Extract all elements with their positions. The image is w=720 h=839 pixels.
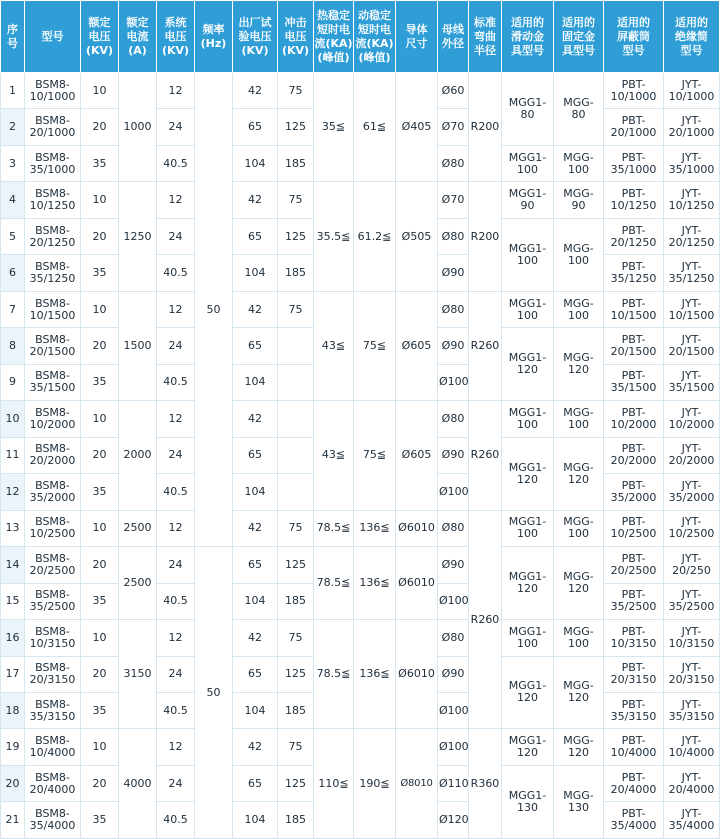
test-voltage-cell: 104: [233, 802, 278, 839]
rated-voltage-cell: 10: [81, 291, 119, 327]
table-row: [1, 291, 720, 327]
system-voltage-cell: 12: [157, 620, 195, 656]
model-cell: BSM8- 10/2500: [25, 510, 81, 546]
test-voltage-cell: 65: [233, 437, 278, 473]
rated-voltage-cell: 10: [81, 510, 119, 546]
insulation-tube-cell: JYT- 20/4000: [664, 765, 720, 801]
test-voltage-cell: 104: [233, 145, 278, 181]
busbar-od-cell: Ø90: [438, 328, 469, 364]
insulation-tube-cell: JYT- 10/2500: [664, 510, 720, 546]
insulation-tube-cell: JYT- 20/250: [664, 547, 720, 583]
thermal-current-cell: 43≦: [314, 291, 354, 400]
busbar-od-cell: Ø90: [438, 437, 469, 473]
seq-cell: 12: [1, 474, 25, 510]
impulse-voltage-cell: 75: [278, 291, 314, 327]
impulse-voltage-cell: [278, 437, 314, 473]
model-cell: BSM8- 10/1000: [25, 73, 81, 109]
test-voltage-cell: 104: [233, 474, 278, 510]
header-frequency: 频率 (Hz): [195, 1, 233, 73]
fixed-fitting-cell: MGG- 100: [554, 620, 604, 656]
model-cell: BSM8- 20/1250: [25, 218, 81, 254]
insulation-tube-cell: JYT- 10/3150: [664, 620, 720, 656]
rated-voltage-cell: 20: [81, 328, 119, 364]
model-cell: BSM8- 20/1000: [25, 109, 81, 145]
header-impulse-voltage: 冲击 电压 (KV): [278, 1, 314, 73]
test-voltage-cell: 65: [233, 656, 278, 692]
model-cell: BSM8- 35/4000: [25, 802, 81, 839]
impulse-voltage-cell: 75: [278, 182, 314, 218]
impulse-voltage-cell: 125: [278, 547, 314, 583]
fixed-fitting-cell: MGG- 100: [554, 145, 604, 181]
rated-voltage-cell: 20: [81, 765, 119, 801]
test-voltage-cell: 65: [233, 547, 278, 583]
seq-cell: 19: [1, 729, 25, 765]
header-model: 型号: [25, 1, 81, 73]
shield-tube-cell: PBT- 20/2500: [604, 547, 664, 583]
conductor-size-cell: Ø605: [396, 401, 438, 510]
rated-voltage-cell: 20: [81, 218, 119, 254]
bend-radius-cell: R260: [469, 291, 502, 400]
rated-voltage-cell: 10: [81, 620, 119, 656]
seq-cell: 13: [1, 510, 25, 546]
test-voltage-cell: 104: [233, 692, 278, 728]
test-voltage-cell: 104: [233, 364, 278, 400]
rated-current-cell: 1250: [119, 182, 157, 291]
insulation-tube-cell: JYT- 20/2000: [664, 437, 720, 473]
seq-cell: 5: [1, 218, 25, 254]
shield-tube-cell: PBT- 20/2000: [604, 437, 664, 473]
conductor-size-cell: Ø405: [396, 73, 438, 182]
rated-current-cell: 2500: [119, 510, 157, 546]
shield-tube-cell: PBT- 20/1250: [604, 218, 664, 254]
impulse-voltage-cell: 125: [278, 656, 314, 692]
shield-tube-cell: PBT- 10/1250: [604, 182, 664, 218]
dynamic-current-cell: 61≦: [354, 73, 396, 182]
fixed-fitting-cell: MGG- 130: [554, 765, 604, 838]
rated-current-cell: 2500: [119, 547, 157, 620]
header-thermal-current: 热稳定 短时电 流(KA) (峰值): [314, 1, 354, 73]
busbar-od-cell: Ø100: [438, 729, 469, 765]
header-shield-tube: 适用的 屏蔽筒 型号: [604, 1, 664, 73]
test-voltage-cell: 42: [233, 73, 278, 109]
busbar-od-cell: Ø70: [438, 109, 469, 145]
system-voltage-cell: 40.5: [157, 583, 195, 619]
busbar-od-cell: Ø80: [438, 510, 469, 546]
insulation-tube-cell: JYT- 20/1500: [664, 328, 720, 364]
table-row: [1, 401, 720, 437]
test-voltage-cell: 104: [233, 583, 278, 619]
insulation-tube-cell: JYT- 20/1250: [664, 218, 720, 254]
rated-current-cell: 1500: [119, 291, 157, 400]
system-voltage-cell: 24: [157, 656, 195, 692]
seq-cell: 2: [1, 109, 25, 145]
system-voltage-cell: 24: [157, 218, 195, 254]
test-voltage-cell: 65: [233, 218, 278, 254]
impulse-voltage-cell: 185: [278, 255, 314, 291]
rated-voltage-cell: 10: [81, 182, 119, 218]
rated-voltage-cell: 20: [81, 109, 119, 145]
busbar-od-cell: Ø70: [438, 182, 469, 218]
busbar-od-cell: Ø100: [438, 364, 469, 400]
shield-tube-cell: PBT- 10/3150: [604, 620, 664, 656]
impulse-voltage-cell: 75: [278, 510, 314, 546]
table-row: [1, 510, 720, 546]
conductor-size-cell: Ø8010: [396, 729, 438, 839]
impulse-voltage-cell: 75: [278, 620, 314, 656]
model-cell: BSM8- 20/3150: [25, 656, 81, 692]
fixed-fitting-cell: MGG- 120: [554, 328, 604, 401]
busbar-od-cell: Ø90: [438, 547, 469, 583]
test-voltage-cell: 42: [233, 620, 278, 656]
insulation-tube-cell: JYT- 10/4000: [664, 729, 720, 765]
system-voltage-cell: 40.5: [157, 802, 195, 839]
system-voltage-cell: 24: [157, 437, 195, 473]
test-voltage-cell: 42: [233, 401, 278, 437]
model-cell: BSM8- 10/1250: [25, 182, 81, 218]
header-rated-current: 额定 电流 (A): [119, 1, 157, 73]
fixed-fitting-cell: MGG- 100: [554, 510, 604, 546]
impulse-voltage-cell: 75: [278, 729, 314, 765]
model-cell: BSM8- 10/4000: [25, 729, 81, 765]
fixed-fitting-cell: MGG- 120: [554, 437, 604, 510]
fixed-fitting-cell: MGG- 100: [554, 291, 604, 327]
frequency-cell: 50: [195, 547, 233, 839]
thermal-current-cell: 35≦: [314, 73, 354, 182]
conductor-size-cell: Ø505: [396, 182, 438, 291]
model-cell: BSM8- 35/2000: [25, 474, 81, 510]
shield-tube-cell: PBT- 35/2500: [604, 583, 664, 619]
sliding-fitting-cell: MGG1- 80: [502, 73, 554, 146]
shield-tube-cell: PBT- 20/4000: [604, 765, 664, 801]
shield-tube-cell: PBT- 35/1500: [604, 364, 664, 400]
dynamic-current-cell: 75≦: [354, 401, 396, 510]
header-sliding-fitting: 适用的 滑动金 具型号: [502, 1, 554, 73]
header-row: [1, 1, 720, 73]
model-cell: BSM8- 10/1500: [25, 291, 81, 327]
system-voltage-cell: 24: [157, 547, 195, 583]
system-voltage-cell: 40.5: [157, 255, 195, 291]
system-voltage-cell: 40.5: [157, 692, 195, 728]
fixed-fitting-cell: MGG- 120: [554, 656, 604, 729]
conductor-size-cell: Ø605: [396, 291, 438, 400]
table-row: [1, 182, 720, 218]
shield-tube-cell: PBT- 20/1000: [604, 109, 664, 145]
seq-cell: 6: [1, 255, 25, 291]
thermal-current-cell: 43≦: [314, 401, 354, 510]
thermal-current-cell: 110≦: [314, 729, 354, 839]
header-seq: 序 号: [1, 1, 25, 73]
test-voltage-cell: 42: [233, 291, 278, 327]
impulse-voltage-cell: [278, 474, 314, 510]
seq-cell: 9: [1, 364, 25, 400]
insulation-tube-cell: JYT- 35/4000: [664, 802, 720, 839]
dynamic-current-cell: 61.2≦: [354, 182, 396, 291]
frequency-cell: 50: [195, 73, 233, 547]
shield-tube-cell: PBT- 10/2500: [604, 510, 664, 546]
test-voltage-cell: 104: [233, 255, 278, 291]
shield-tube-cell: PBT- 35/3150: [604, 692, 664, 728]
sliding-fitting-cell: MGG1- 100: [502, 401, 554, 437]
shield-tube-cell: PBT- 20/1500: [604, 328, 664, 364]
model-cell: BSM8- 35/1000: [25, 145, 81, 181]
shield-tube-cell: PBT- 35/1250: [604, 255, 664, 291]
bend-radius-cell: R260: [469, 510, 502, 729]
insulation-tube-cell: JYT- 10/1500: [664, 291, 720, 327]
sliding-fitting-cell: MGG1- 120: [502, 328, 554, 401]
system-voltage-cell: 12: [157, 510, 195, 546]
busbar-od-cell: Ø80: [438, 620, 469, 656]
system-voltage-cell: 40.5: [157, 145, 195, 181]
rated-voltage-cell: 35: [81, 145, 119, 181]
table-row: [1, 73, 720, 109]
impulse-voltage-cell: 185: [278, 145, 314, 181]
insulation-tube-cell: JYT- 35/1000: [664, 145, 720, 181]
fixed-fitting-cell: MGG- 100: [554, 401, 604, 437]
insulation-tube-cell: JYT- 35/2000: [664, 474, 720, 510]
model-cell: BSM8- 20/1500: [25, 328, 81, 364]
fixed-fitting-cell: MGG- 100: [554, 218, 604, 291]
thermal-current-cell: 78.5≦: [314, 547, 354, 620]
insulation-tube-cell: JYT- 35/2500: [664, 583, 720, 619]
shield-tube-cell: PBT- 20/3150: [604, 656, 664, 692]
header-bend-radius: 标准 弯曲 半径: [469, 1, 502, 73]
system-voltage-cell: 12: [157, 401, 195, 437]
shield-tube-cell: PBT- 35/2000: [604, 474, 664, 510]
system-voltage-cell: 40.5: [157, 364, 195, 400]
sliding-fitting-cell: MGG1- 100: [502, 291, 554, 327]
system-voltage-cell: 12: [157, 291, 195, 327]
test-voltage-cell: 65: [233, 109, 278, 145]
rated-current-cell: 2000: [119, 401, 157, 510]
model-cell: BSM8- 20/4000: [25, 765, 81, 801]
impulse-voltage-cell: [278, 364, 314, 400]
shield-tube-cell: PBT- 10/1500: [604, 291, 664, 327]
seq-cell: 10: [1, 401, 25, 437]
header-test-voltage: 出厂试 验电压 (KV): [233, 1, 278, 73]
model-cell: BSM8- 10/2000: [25, 401, 81, 437]
sliding-fitting-cell: MGG1- 90: [502, 182, 554, 218]
model-cell: BSM8- 35/1500: [25, 364, 81, 400]
table-row: [1, 729, 720, 765]
model-cell: BSM8- 35/1250: [25, 255, 81, 291]
busbar-od-cell: Ø90: [438, 656, 469, 692]
insulation-tube-cell: JYT- 35/1500: [664, 364, 720, 400]
insulation-tube-cell: JYT- 20/1000: [664, 109, 720, 145]
fixed-fitting-cell: MGG- 80: [554, 73, 604, 146]
sliding-fitting-cell: MGG1- 120: [502, 437, 554, 510]
sliding-fitting-cell: MGG1- 100: [502, 620, 554, 656]
seq-cell: 17: [1, 656, 25, 692]
seq-cell: 15: [1, 583, 25, 619]
shield-tube-cell: PBT- 10/2000: [604, 401, 664, 437]
header-rated-voltage: 额定 电压 (KV): [81, 1, 119, 73]
model-cell: BSM8- 20/2500: [25, 547, 81, 583]
seq-cell: 16: [1, 620, 25, 656]
busbar-od-cell: Ø100: [438, 583, 469, 619]
seq-cell: 20: [1, 765, 25, 801]
rated-voltage-cell: 35: [81, 802, 119, 839]
header-system-voltage: 系统 电压 (KV): [157, 1, 195, 73]
model-cell: BSM8- 10/3150: [25, 620, 81, 656]
seq-cell: 18: [1, 692, 25, 728]
shield-tube-cell: PBT- 35/4000: [604, 802, 664, 839]
dynamic-current-cell: 136≦: [354, 547, 396, 620]
fixed-fitting-cell: MGG- 120: [554, 547, 604, 620]
fixed-fitting-cell: MGG- 120: [554, 729, 604, 765]
shield-tube-cell: PBT- 35/1000: [604, 145, 664, 181]
system-voltage-cell: 12: [157, 73, 195, 109]
bend-radius-cell: R260: [469, 401, 502, 510]
model-cell: BSM8- 35/3150: [25, 692, 81, 728]
busbar-od-cell: Ø100: [438, 692, 469, 728]
impulse-voltage-cell: [278, 328, 314, 364]
header-conductor-size: 导体 尺寸: [396, 1, 438, 73]
impulse-voltage-cell: 125: [278, 218, 314, 254]
rated-voltage-cell: 35: [81, 364, 119, 400]
insulation-tube-cell: JYT- 10/1250: [664, 182, 720, 218]
test-voltage-cell: 42: [233, 510, 278, 546]
insulation-tube-cell: JYT- 10/1000: [664, 73, 720, 109]
dynamic-current-cell: 190≦: [354, 729, 396, 839]
rated-voltage-cell: 10: [81, 729, 119, 765]
shield-tube-cell: PBT- 10/4000: [604, 729, 664, 765]
busbar-od-cell: Ø80: [438, 401, 469, 437]
impulse-voltage-cell: 125: [278, 765, 314, 801]
busbar-od-cell: Ø80: [438, 145, 469, 181]
seq-cell: 1: [1, 73, 25, 109]
dynamic-current-cell: 136≦: [354, 510, 396, 546]
bend-radius-cell: R360: [469, 729, 502, 839]
conductor-size-cell: Ø6010: [396, 620, 438, 729]
busbar-od-cell: Ø110: [438, 765, 469, 801]
thermal-current-cell: 35.5≦: [314, 182, 354, 291]
impulse-voltage-cell: 185: [278, 802, 314, 839]
sliding-fitting-cell: MGG1- 120: [502, 547, 554, 620]
busbar-od-cell: Ø80: [438, 291, 469, 327]
test-voltage-cell: 42: [233, 729, 278, 765]
header-insulation-tube: 适用的 绝缘简 型号: [664, 1, 720, 73]
busbar-od-cell: Ø100: [438, 474, 469, 510]
fixed-fitting-cell: MGG- 90: [554, 182, 604, 218]
test-voltage-cell: 65: [233, 765, 278, 801]
sliding-fitting-cell: MGG1- 100: [502, 145, 554, 181]
rated-voltage-cell: 20: [81, 437, 119, 473]
rated-voltage-cell: 35: [81, 583, 119, 619]
impulse-voltage-cell: 185: [278, 692, 314, 728]
system-voltage-cell: 12: [157, 182, 195, 218]
impulse-voltage-cell: 75: [278, 73, 314, 109]
insulation-tube-cell: JYT- 35/1250: [664, 255, 720, 291]
header-busbar-od: 母线 外径: [438, 1, 469, 73]
model-cell: BSM8- 35/2500: [25, 583, 81, 619]
seq-cell: 7: [1, 291, 25, 327]
table-row: [1, 547, 720, 583]
rated-voltage-cell: 10: [81, 401, 119, 437]
busbar-od-cell: Ø60: [438, 73, 469, 109]
system-voltage-cell: 12: [157, 729, 195, 765]
impulse-voltage-cell: [278, 401, 314, 437]
seq-cell: 3: [1, 145, 25, 181]
rated-voltage-cell: 35: [81, 255, 119, 291]
sliding-fitting-cell: MGG1- 130: [502, 765, 554, 838]
rated-voltage-cell: 10: [81, 73, 119, 109]
rated-voltage-cell: 20: [81, 547, 119, 583]
conductor-size-cell: Ø6010: [396, 510, 438, 546]
sliding-fitting-cell: MGG1- 120: [502, 729, 554, 765]
insulation-tube-cell: JYT- 10/2000: [664, 401, 720, 437]
rated-current-cell: 3150: [119, 620, 157, 729]
dynamic-current-cell: 75≦: [354, 291, 396, 400]
rated-current-cell: 1000: [119, 73, 157, 182]
seq-cell: 4: [1, 182, 25, 218]
model-cell: BSM8- 20/2000: [25, 437, 81, 473]
thermal-current-cell: 78.5≦: [314, 510, 354, 546]
system-voltage-cell: 24: [157, 328, 195, 364]
impulse-voltage-cell: 185: [278, 583, 314, 619]
shield-tube-cell: PBT- 10/1000: [604, 73, 664, 109]
test-voltage-cell: 42: [233, 182, 278, 218]
seq-cell: 8: [1, 328, 25, 364]
thermal-current-cell: 78.5≦: [314, 620, 354, 729]
busbar-od-cell: Ø80: [438, 218, 469, 254]
system-voltage-cell: 24: [157, 765, 195, 801]
insulation-tube-cell: JYT- 20/3150: [664, 656, 720, 692]
sliding-fitting-cell: MGG1- 100: [502, 510, 554, 546]
header-fixed-fitting: 适用的 固定金 具型号: [554, 1, 604, 73]
rated-voltage-cell: 20: [81, 656, 119, 692]
conductor-size-cell: Ø6010: [396, 547, 438, 620]
busbar-od-cell: Ø120: [438, 802, 469, 839]
system-voltage-cell: 40.5: [157, 474, 195, 510]
seq-cell: 21: [1, 802, 25, 839]
sliding-fitting-cell: MGG1- 120: [502, 656, 554, 729]
bend-radius-cell: R200: [469, 182, 502, 291]
bend-radius-cell: R200: [469, 73, 502, 182]
sliding-fitting-cell: MGG1- 100: [502, 218, 554, 291]
impulse-voltage-cell: 125: [278, 109, 314, 145]
insulation-tube-cell: JYT- 35/3150: [664, 692, 720, 728]
busbar-od-cell: Ø90: [438, 255, 469, 291]
dynamic-current-cell: 136≦: [354, 620, 396, 729]
header-dynamic-current: 动稳定 短时电 流(KA) (峰值): [354, 1, 396, 73]
table-row: [1, 620, 720, 656]
test-voltage-cell: 65: [233, 328, 278, 364]
seq-cell: 14: [1, 547, 25, 583]
rated-voltage-cell: 35: [81, 474, 119, 510]
rated-voltage-cell: 35: [81, 692, 119, 728]
system-voltage-cell: 24: [157, 109, 195, 145]
seq-cell: 11: [1, 437, 25, 473]
rated-current-cell: 4000: [119, 729, 157, 839]
